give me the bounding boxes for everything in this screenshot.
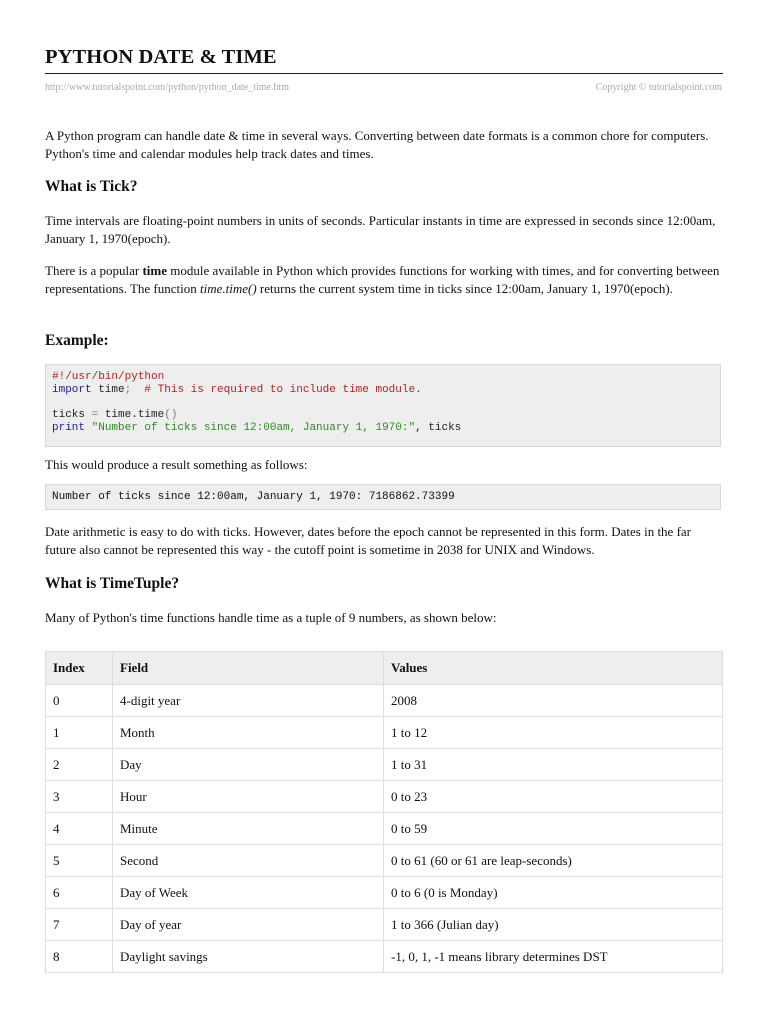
code-line — [46, 384, 720, 397]
code-token: , ticks — [415, 422, 462, 435]
code-blank-line — [46, 397, 720, 410]
table-cell: 2008 — [384, 685, 723, 717]
intro-paragraph: A Python program can handle date & time in several ways. Converting between date formats is a common chore for computers. Python's time and calendar modules help track dates and times. — [45, 128, 709, 161]
code-keyword: print — [52, 422, 86, 435]
result-intro: This would produce a result something as follows: — [45, 457, 308, 472]
code-token: time.time — [98, 409, 165, 422]
table-row — [46, 845, 723, 877]
table-cell: 1 to 31 — [384, 749, 723, 781]
table-cell: 4 — [46, 813, 113, 845]
timetuple-heading: What is TimeTuple? — [45, 575, 180, 592]
table-cell: Day — [113, 749, 384, 781]
table-cell: 6 — [46, 877, 113, 909]
table-cell: Month — [113, 717, 384, 749]
code-token: () — [164, 409, 178, 422]
table-cell: 1 to 366 (Julian day) — [384, 909, 723, 941]
page-title: PYTHON DATE & TIME — [45, 46, 277, 68]
code-line — [46, 371, 720, 384]
table-row — [46, 909, 723, 941]
table-row — [46, 877, 723, 909]
code-line — [46, 409, 720, 422]
table-row — [46, 813, 723, 845]
table-header-row — [46, 652, 723, 685]
text-run: returns the current system time in ticks since 12:00am, January 1, 1970(epoch). — [256, 281, 673, 296]
code-token: ticks — [52, 409, 92, 422]
column-header: Index — [46, 652, 113, 685]
table-cell: 1 to 12 — [384, 717, 723, 749]
code-operator: = — [91, 409, 99, 422]
table-row — [46, 941, 723, 973]
table-row — [46, 749, 723, 781]
table-cell: Hour — [113, 781, 384, 813]
table-cell: 1 — [46, 717, 113, 749]
table-cell: 5 — [46, 845, 113, 877]
time-function-name: time.time() — [200, 281, 257, 296]
table-cell: 0 to 59 — [384, 813, 723, 845]
source-url[interactable]: http://www.tutorialspoint.com/python/python_date_time.htm — [45, 82, 290, 93]
table-cell: 7 — [46, 909, 113, 941]
table-cell: 0 to 6 (0 is Monday) — [384, 877, 723, 909]
timetuple-intro: Many of Python's time functions handle time as a tuple of 9 numbers, as shown below: — [45, 610, 497, 625]
copyright-notice: Copyright © tutorialspoint.com — [595, 82, 722, 93]
code-line — [46, 422, 720, 435]
arith-paragraph: Date arithmetic is easy to do with ticks. However, dates before the epoch cannot be represented in this form. Dates in the far future also cannot be represented this way - the cutoff point is sometime in 2038 for UNIX and Windows. — [45, 524, 692, 557]
table-cell: Day of Week — [113, 877, 384, 909]
table-cell: Daylight savings — [113, 941, 384, 973]
table-cell: 2 — [46, 749, 113, 781]
table-cell: 4-digit year — [113, 685, 384, 717]
column-header: Values — [384, 652, 723, 685]
code-token: ; — [124, 383, 132, 396]
timetuple-table — [45, 651, 723, 973]
column-header: Field — [113, 652, 384, 685]
table-cell: 3 — [46, 781, 113, 813]
table-row — [46, 781, 723, 813]
table-cell: 0 to 61 (60 or 61 are leap-seconds) — [384, 845, 723, 877]
table-cell: 8 — [46, 941, 113, 973]
code-shebang: #!/usr/bin/python — [52, 371, 165, 383]
title-divider — [45, 73, 723, 74]
table-cell: Second — [113, 845, 384, 877]
table-cell: Day of year — [113, 909, 384, 941]
time-module-name: time — [142, 263, 168, 278]
tick-paragraph-1: Time intervals are floating-point numbers in units of seconds. Particular instants in time are expressed in seconds since 12:00am, January 1, 1970(epoch). — [45, 213, 716, 246]
code-string: "Number of ticks since 12:00am, January 1, 1970:" — [85, 422, 416, 435]
code-token: time — [91, 383, 125, 396]
code-comment: # This is required to include time module. — [131, 383, 422, 396]
tick-heading: What is Tick? — [45, 178, 138, 195]
table-row — [46, 717, 723, 749]
table-cell: -1, 0, 1, -1 means library determines DST — [384, 941, 723, 973]
code-keyword: import — [52, 383, 92, 396]
table-cell: 0 — [46, 685, 113, 717]
code-example — [45, 364, 721, 447]
tick-paragraph-2 — [45, 262, 725, 298]
table-row — [46, 685, 723, 717]
table-cell: 0 to 23 — [384, 781, 723, 813]
text-run: There is a popular — [45, 263, 143, 278]
table-cell: Minute — [113, 813, 384, 845]
example-heading: Example: — [45, 332, 109, 349]
text-run: module available in Python which provides functions for working with times, and for converting between representations. The function — [45, 263, 720, 296]
output-box — [45, 484, 721, 510]
output-line: Number of ticks since 12:00am, January 1, 1970: 7186862.73399 — [52, 491, 455, 503]
